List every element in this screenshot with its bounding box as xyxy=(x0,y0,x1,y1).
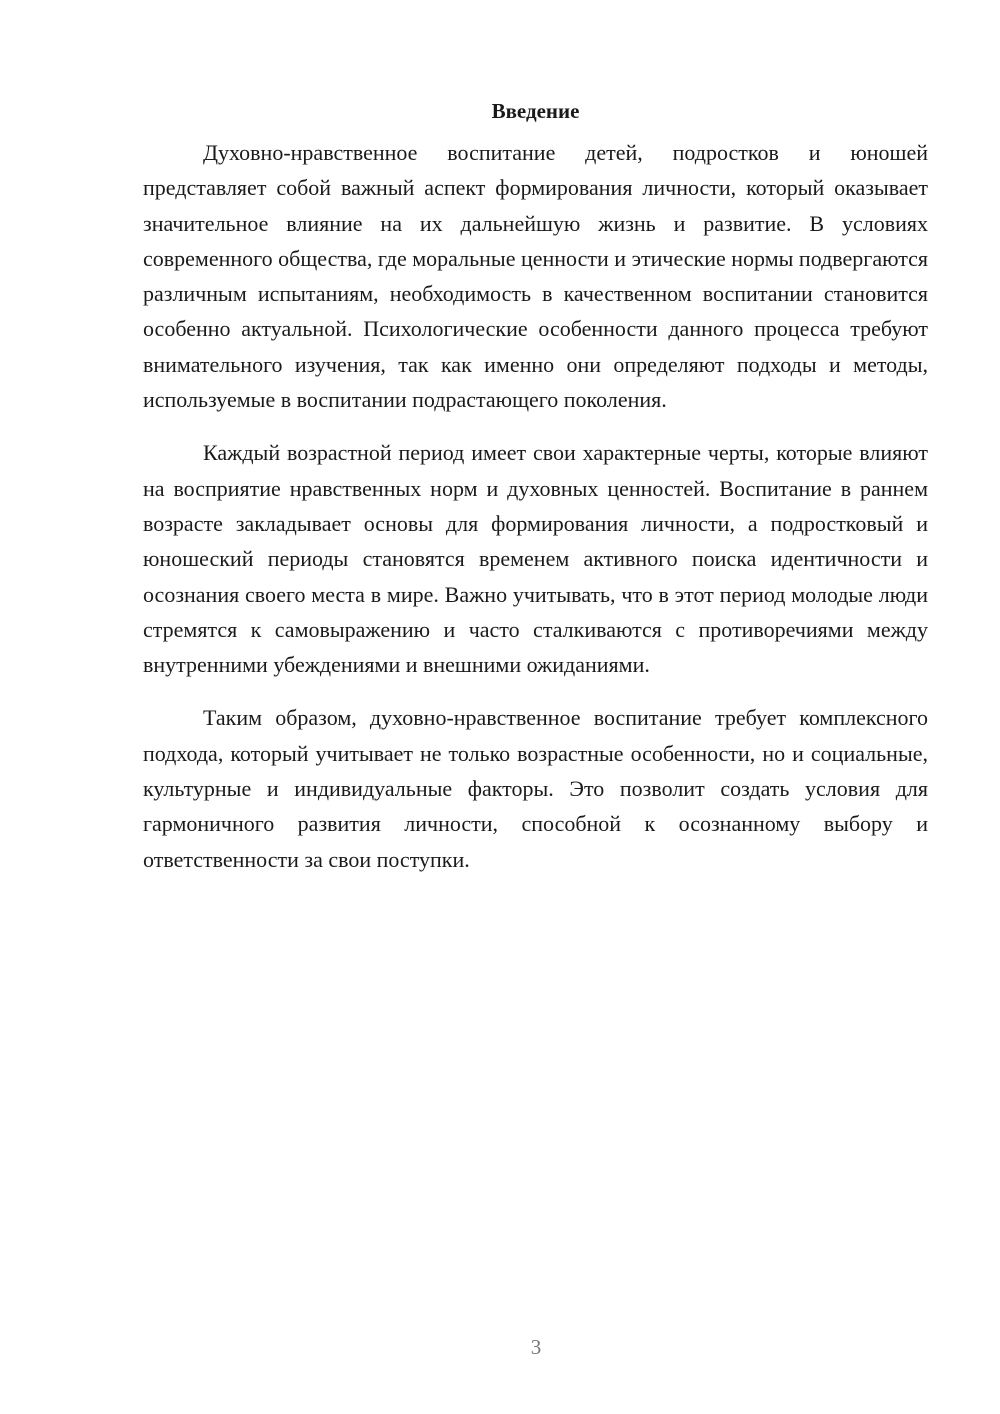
page-content xyxy=(143,94,928,895)
paragraph-3: Таким образом, духовно-нравственное воспитание требует комплексного подхода, который учитывает не только возрастные особенности, но и социальные, культурные и индивидуальные факторы. Это позволит создать условия для гармоничного развития личности, способной к осознанному выбору и ответственности за свои поступки. xyxy=(143,705,928,872)
paragraph-2: Каждый возрастной период имеет свои характерные черты, которые влияют на восприятие нравственных норм и духовных ценностей. Воспитание в раннем возрасте закладывает основы для формирования личности, а подростковый и юношеский периоды становятся временем активного поиска идентичности и осознания своего места в мире. Важно учитывать, что в этот период молодые люди стремятся к самовыражению и часто сталкиваются с противоречиями между внутренними убеждениями и внешними ожиданиями. xyxy=(143,440,928,678)
page-number: 3 xyxy=(530,1335,542,1359)
section-heading: Введение xyxy=(491,99,580,123)
paragraph-1: Духовно-нравственное воспитание детей, подростков и юношей представляет собой важный аспект формирования личности, который оказывает значительное влияние на их дальнейшую жизнь и развитие. В условиях современного общества, где моральные ценности и этические нормы подвергаются различным испытаниям, необходимость в качественном воспитании становится особенно актуальной. Психологические особенности данного процесса требуют внимательного изучения, так как именно они определяют подходы и методы, используемые в воспитании подрастающего поколения. xyxy=(143,140,928,413)
